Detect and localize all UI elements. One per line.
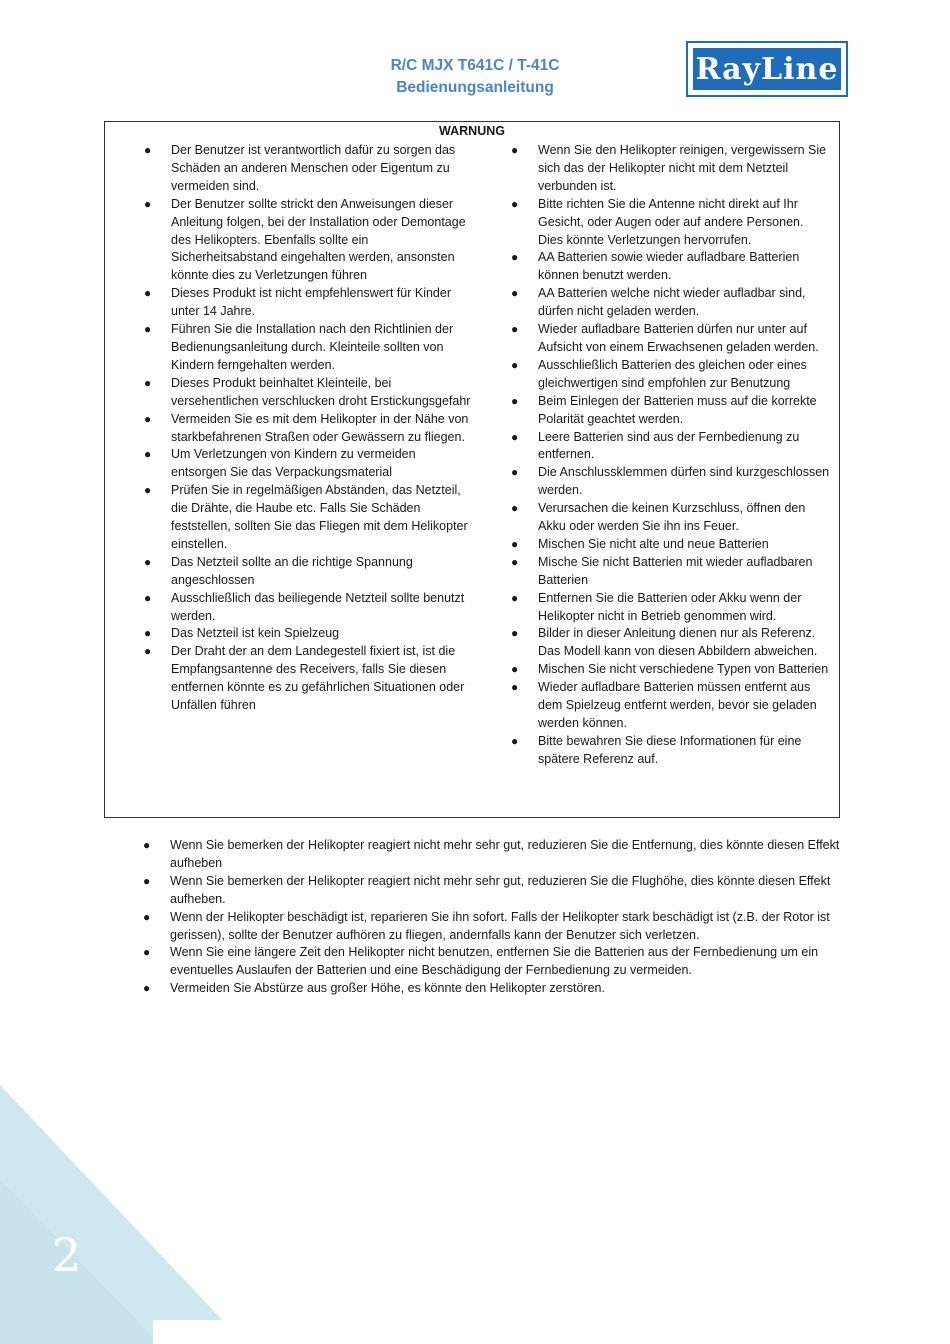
notes-list [141, 837, 841, 998]
list-item: ● Führen Sie die Installation nach den Richtlinien der Bedienungsanleitung durch. Kleinteile sollten von Kindern ferngehalten werden. [144, 322, 454, 372]
list-item: ● Wenn der Helikopter beschädigt ist, reparieren Sie ihn sofort. Falls der Helikopter stark beschädigt ist (z.B. der Rotor ist gerissen), sollte der Benutzer aufhören zu fliegen, andernfalls kann der Benutzer sich verletzen. [143, 909, 830, 942]
document-subtitle: Bedienungsanleitung [396, 79, 554, 96]
list-item: ● Wenn Sie eine längere Zeit den Helikopter nicht benutzen, entfernen Sie die Batterien aus der Fernbedienung um ein eventuelles Auslaufen der Batterien und eine Beschädigung der Fernbedienung zu vermeiden. [143, 945, 819, 978]
list-item: ● Beim Einlegen der Batterien muss auf die korrekte Polarität geachtet werden. [511, 393, 817, 426]
list-item: ● AA Batterien welche nicht wieder aufladbar sind, dürfen nicht geladen werden. [511, 286, 806, 319]
list-item: ● Das Netzteil sollte an die richtige Spannung angeschlossen [144, 554, 413, 587]
list-item: ● Das Netzteil ist kein Spielzeug [144, 626, 340, 641]
list-item: ● Entfernen Sie die Batterien oder Akku wenn der Helikopter nicht in Betrieb genommen wird. [511, 590, 802, 623]
list-item: ● Die Anschlussklemmen dürfen sind kurzgeschlossen werden. [511, 465, 830, 498]
list-item: ● Mischen Sie nicht alte und neue Batterien [511, 536, 769, 551]
list-item: ● Dieses Produkt ist nicht empfehlenswert für Kinder unter 14 Jahre. [144, 286, 451, 319]
document-title: R/C MJX T641C / T-41C [390, 57, 560, 74]
list-item: ● Leere Batterien sind aus der Fernbedienung zu entfernen. [511, 429, 800, 462]
list-item: ● Mischen Sie nicht verschiedene Typen von Batterien [511, 662, 829, 677]
list-item: ● Der Benutzer sollte strickt den Anweisungen dieser Anleitung folgen, bei der Installation oder Demontage des Helikopters. Ebenfalls sollte ein Sicherheitsabstand eingehalten werden, ansonsten könnte dies zu Verletzungen führen [144, 196, 466, 283]
list-item: ● Dieses Produkt beinhaltet Kleinteile, bei versehentlichen verschlucken droht Erstickungsgefahr [144, 375, 471, 408]
warning-title: WARNUNG [439, 124, 505, 138]
warning-left-column [142, 142, 472, 715]
list-item: ● Wieder aufladbare Batterien dürfen nur unter auf Aufsicht von einem Erwachsenen geladen werden. [511, 322, 819, 354]
list-item: ● Der Benutzer ist verantwortlich dafür zu sorgen das Schäden an anderen Menschen oder Eigentum zu vermeiden sind. [144, 143, 456, 193]
list-item: ● Wenn Sie bemerken der Helikopter reagiert nicht mehr sehr gut, reduzieren Sie die Flughöhe, dies könnte diesen Effekt aufheben. [143, 873, 831, 906]
list-item: ● Vermeiden Sie es mit dem Helikopter in der Nähe von starkbefahrenen Straßen oder Gewässern zu fliegen. [144, 411, 469, 444]
list-item: ● Prüfen Sie in regelmäßigen Abständen, das Netzteil, die Drähte, die Haube etc. Falls Sie Schäden feststellen, sollten Sie das Fliegen mit dem Helikopter einstellen. [144, 483, 468, 551]
list-item: ● Ausschließlich Batterien des gleichen oder eines gleichwertigen sind empfohlen zur Benutzung [511, 357, 807, 390]
list-item: ● Bilder in dieser Anleitung dienen nur als Referenz. Das Modell kann von diesen Abbildern abweichen. [511, 626, 818, 659]
warning-right-column [509, 142, 831, 769]
list-item: ● AA Batterien sowie wieder aufladbare Batterien können benutzt werden. [511, 250, 800, 283]
warning-box [104, 121, 840, 818]
list-item: ● Verursachen die keinen Kurzschluss, öffnen den Akku oder werden Sie ihn ins Feuer. [511, 501, 806, 534]
list-item: ● Mische Sie nicht Batterien mit wieder aufladbaren Batterien [511, 554, 813, 587]
list-item: ● Ausschließlich das beiliegende Netzteil sollte benutzt werden. [144, 590, 465, 623]
rayline-logo [686, 41, 848, 97]
list-item: ● Der Draht der an dem Landegestell fixiert ist, ist die Empfangsantenne des Receivers, falls Sie diesen entfernen könnte es zu gefährlichen Situationen oder Unfällen führen [144, 644, 465, 713]
list-item: ● Wenn Sie bemerken der Helikopter reagiert nicht mehr sehr gut, reduzieren Sie die Entfernung, dies könnte diesen Effekt aufheben [143, 838, 840, 870]
list-item: ● Bitte bewahren Sie diese Informationen für eine spätere Referenz auf. [511, 733, 802, 766]
list-item: ● Vermeiden Sie Abstürze aus großer Höhe, es könnte den Helikopter zerstören. [143, 981, 605, 996]
page-number: 2 [52, 1228, 82, 1282]
list-item: ● Um Verletzungen von Kindern zu vermeiden entsorgen Sie das Verpackungsmaterial [144, 447, 416, 480]
list-item: ● Wieder aufladbare Batterien müssen entfernt aus dem Spielzeug entfernt werden, bevor sie geladen werden können. [511, 680, 817, 730]
list-item: ● Wenn Sie den Helikopter reinigen, vergewissern Sie sich das der Helikopter nicht mit dem Netzteil verbunden ist. [511, 143, 827, 193]
logo-text: RayLine [691, 46, 843, 92]
list-item: ● Bitte richten Sie die Antenne nicht direkt auf Ihr Gesicht, oder Augen oder auf andere Personen. Dies könnte Verletzungen hervorrufen. [511, 196, 804, 247]
